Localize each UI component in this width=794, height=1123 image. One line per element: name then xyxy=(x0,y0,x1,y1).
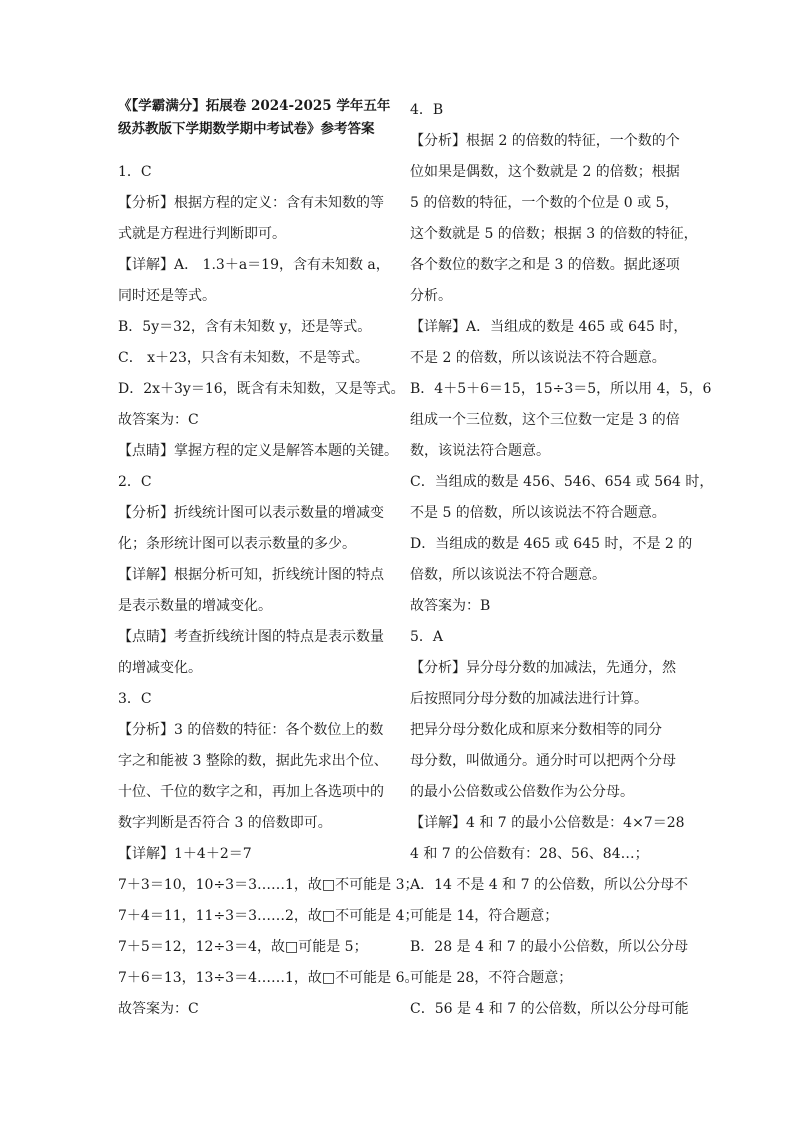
text-line: 【详解】4 和 7 的最小公倍数是：4×7＝28 xyxy=(410,815,685,831)
text-line: C． x＋23，只含有未知数，不是等式。 xyxy=(118,350,369,366)
text-line: 【分析】异分母分数的加减法，先通分，然 xyxy=(410,660,676,676)
text-line: 倍数，所以该说法不符合题意。 xyxy=(410,567,606,583)
text-line: B．4＋5＋6＝15，15÷3＝5，所以用 4，5，6 xyxy=(410,381,712,397)
text-line: 【详解】A． 1.3＋a＝19，含有未知数 a， xyxy=(118,257,390,273)
text-line: 式就是方程进行判断即可。 xyxy=(118,226,286,242)
text-line: 的增减变化。 xyxy=(118,660,202,676)
text-line: 后按照同分母分数的加减法进行计算。 xyxy=(410,691,648,707)
text-line: D．当组成的数是 465 或 645 时，不是 2 的 xyxy=(410,536,693,552)
left-column xyxy=(118,95,418,1025)
text-line: 故答案为：B xyxy=(410,598,491,614)
text-line: 【分析】根据 2 的倍数的特征，一个数的个 xyxy=(410,133,680,149)
text-line: 母分数，叫做通分。通分时可以把两个分母 xyxy=(410,753,676,769)
text-line: 数，该说法符合题意。 xyxy=(410,443,550,459)
text-line: C．当组成的数是 456、546、654 或 564 时， xyxy=(410,474,714,490)
text-line: 5．A xyxy=(410,629,444,645)
text-line: 7＋4＝11，11÷3＝3……2，故□不可能是 4； xyxy=(118,908,419,924)
text-line: 不是 5 的倍数，所以该说法不符合题意。 xyxy=(410,505,666,521)
text-line: 4 和 7 的公倍数有：28、56、84…； xyxy=(410,846,649,862)
text-line: 7＋3＝10，10÷3＝3……1，故□不可能是 3； xyxy=(118,877,419,893)
text-line: 【分析】3 的倍数的特征：各个数位上的数 xyxy=(118,722,384,738)
title-line: 级苏教版下学期数学期中考试卷》参考答案 xyxy=(118,121,375,137)
text-line: 【详解】1＋4＋2＝7 xyxy=(118,846,252,862)
left-text-block xyxy=(118,157,418,1025)
text-line: 不是 2 的倍数，所以该说法不符合题意。 xyxy=(410,350,666,366)
text-line: 7＋6＝13，13÷3＝4……1，故□不可能是 6。 xyxy=(118,970,419,986)
text-line: 【详解】根据分析可知，折线统计图的特点 xyxy=(118,567,384,583)
text-line: 【点睛】掌握方程的定义是解答本题的关键。 xyxy=(118,443,398,459)
text-line: 5 的倍数的特征，一个数的个位是 0 或 5， xyxy=(410,195,679,211)
text-line: 十位、千位的数字之和，再加上各选项中的 xyxy=(118,784,384,800)
text-line: 2．C xyxy=(118,474,152,490)
title-line: 《【学霸满分】拓展卷 2024-2025 学年五年 xyxy=(118,98,391,114)
text-line: 同时还是等式。 xyxy=(118,288,216,304)
text-line: C．56 是 4 和 7 的公倍数，所以公分母可能 xyxy=(410,1001,689,1017)
text-line: A．14 不是 4 和 7 的公倍数，所以公分母不 xyxy=(410,877,688,893)
text-line: 分析。 xyxy=(410,288,452,304)
text-line: 故答案为：C xyxy=(118,412,199,428)
text-line: 各个数位的数字之和是 3 的倍数。据此逐项 xyxy=(410,257,680,273)
right-text-block xyxy=(410,95,714,1025)
text-line: 字之和能被 3 整除的数，据此先求出个位、 xyxy=(118,753,388,769)
text-line: 化；条形统计图可以表示数量的多少。 xyxy=(118,536,356,552)
text-line: 4．B xyxy=(410,102,444,118)
text-line: B．28 是 4 和 7 的最小公倍数，所以公分母 xyxy=(410,939,689,955)
text-line: 把异分母分数化成和原来分数相等的同分 xyxy=(410,722,662,738)
text-line: 7＋5＝12，12÷3＝4，故□可能是 5； xyxy=(118,939,368,955)
text-line: 1．C xyxy=(118,164,152,180)
text-line: 【分析】根据方程的定义：含有未知数的等 xyxy=(118,195,384,211)
text-line: 这个数就是 5 的倍数；根据 3 的倍数的特征， xyxy=(410,226,698,242)
text-line: 【详解】A．当组成的数是 465 或 645 时， xyxy=(410,319,688,335)
document-title xyxy=(118,95,418,141)
text-line: 组成一个三位数，这个三位数一定是 3 的倍 xyxy=(410,412,680,428)
text-line: 可能是 14，符合题意； xyxy=(410,908,559,924)
text-line: 是表示数量的增减变化。 xyxy=(118,598,272,614)
text-line: B．5y＝32，含有未知数 y，还是等式。 xyxy=(118,319,372,335)
text-line: 3．C xyxy=(118,691,152,707)
text-line: 可能是 28，不符合题意； xyxy=(410,970,573,986)
right-column xyxy=(410,95,714,1025)
text-line: 数字判断是否符合 3 的倍数即可。 xyxy=(118,815,332,831)
text-line: 故答案为：C xyxy=(118,1001,199,1017)
text-line: 【点睛】考查折线统计图的特点是表示数量 xyxy=(118,629,384,645)
text-line: 的最小公倍数或公倍数作为公分母。 xyxy=(410,784,634,800)
text-line: D．2x＋3y＝16，既含有未知数，又是等式。 xyxy=(118,381,405,397)
text-line: 【分析】折线统计图可以表示数量的增减变 xyxy=(118,505,384,521)
text-line: 位如果是偶数，这个数就是 2 的倍数；根据 xyxy=(410,164,680,180)
